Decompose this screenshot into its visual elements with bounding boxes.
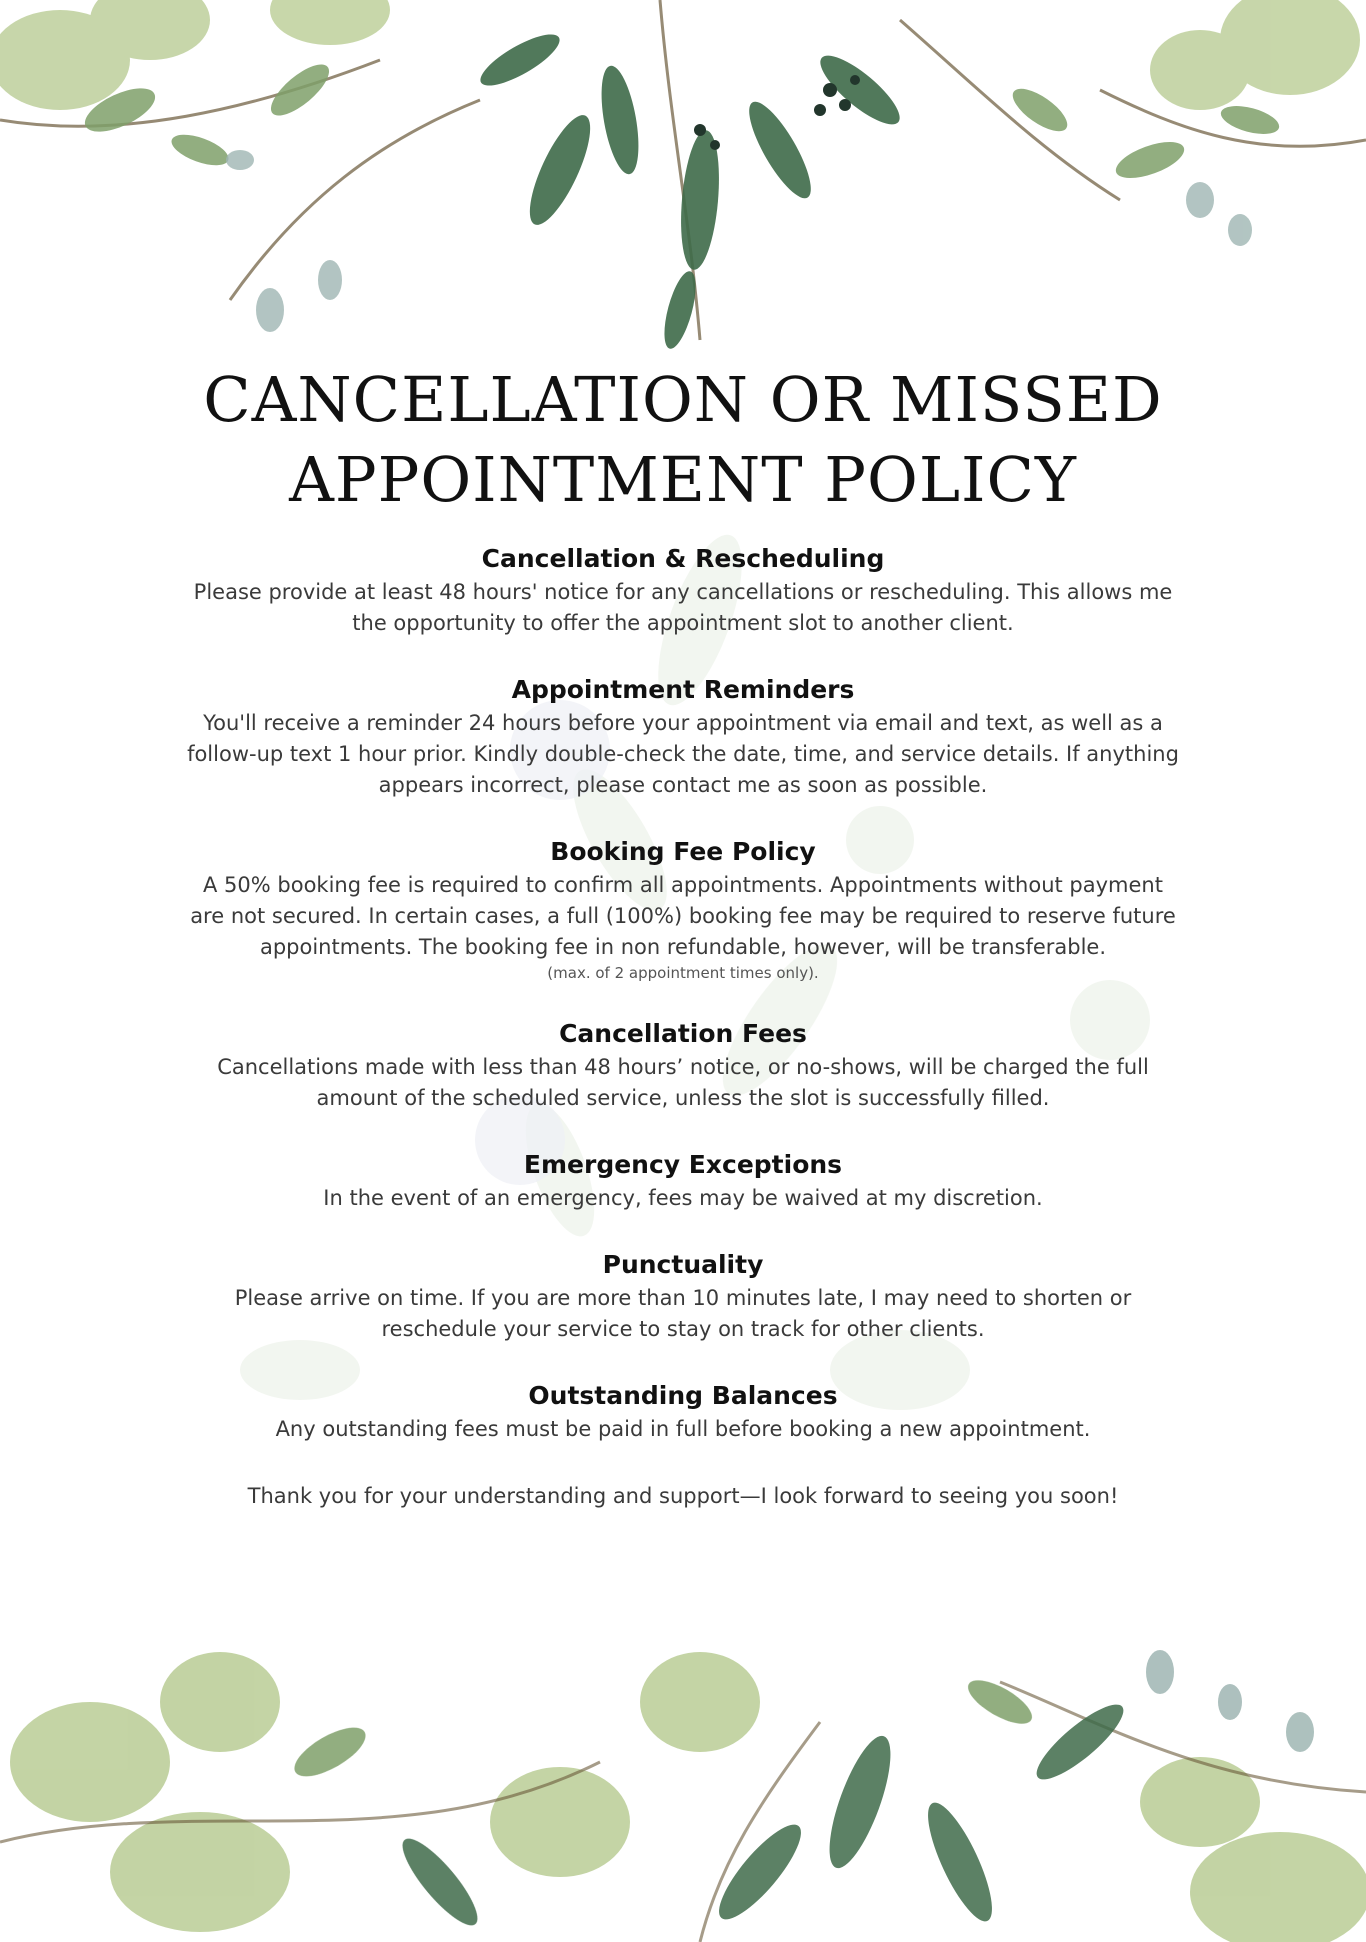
section-body: Any outstanding fees must be paid in full before booking a new appointment. [275, 1417, 1091, 1441]
foliage-top-decoration [0, 0, 1366, 370]
section-cancellation-rescheduling [183, 544, 1183, 639]
section-body: Please arrive on time. If you are more than 10 minutes late, I may need to shorten or reschedule your service to stay on track for other clients. [234, 1286, 1132, 1341]
section-emergency-exceptions [183, 1150, 1183, 1214]
section-note: (max. of 2 appointment times only). [547, 964, 819, 982]
section-punctuality [183, 1250, 1183, 1345]
section-outstanding-balances [183, 1381, 1183, 1445]
foliage-bottom-decoration [0, 1642, 1366, 1942]
section-heading: Punctuality [602, 1250, 764, 1279]
policy-document [183, 360, 1183, 1512]
section-appointment-reminders [183, 675, 1183, 801]
title-line-1: CANCELLATION OR MISSED [203, 363, 1163, 436]
section-cancellation-fees [183, 1019, 1183, 1114]
section-booking-fee-policy [183, 837, 1183, 983]
section-heading: Booking Fee Policy [550, 837, 816, 866]
section-heading: Cancellation Fees [559, 1019, 807, 1048]
closing-message: Thank you for your understanding and support—I look forward to seeing you soon! [247, 1484, 1119, 1508]
title-line-2: APPOINTMENT POLICY [289, 443, 1077, 516]
section-heading: Emergency Exceptions [523, 1150, 843, 1179]
page-title [183, 360, 1183, 520]
section-body: In the event of an emergency, fees may be waived at my discretion. [323, 1186, 1043, 1210]
section-heading: Outstanding Balances [528, 1381, 838, 1410]
section-body: Please provide at least 48 hours' notice for any cancellations or rescheduling. This allows me the opportunity to offer the appointment slot to another client. [193, 580, 1173, 635]
section-heading: Cancellation & Rescheduling [481, 544, 885, 573]
section-body: A 50% booking fee is required to confirm all appointments. Appointments without payment are not secured. In certain cases, a full (100%) booking fee may be required to reserve future appointments. The booking fee in non refundable, however, will be transferable. [190, 873, 1176, 959]
section-body: You'll receive a reminder 24 hours before your appointment via email and text, as well as a follow-up text 1 hour prior. Kindly double-check the date, time, and service details. If anything appears incorrect, please contact me as soon as possible. [187, 711, 1179, 797]
section-body: Cancellations made with less than 48 hours’ notice, or no-shows, will be charged the full amount of the scheduled service, unless the slot is successfully filled. [217, 1055, 1149, 1110]
section-heading: Appointment Reminders [511, 675, 855, 704]
